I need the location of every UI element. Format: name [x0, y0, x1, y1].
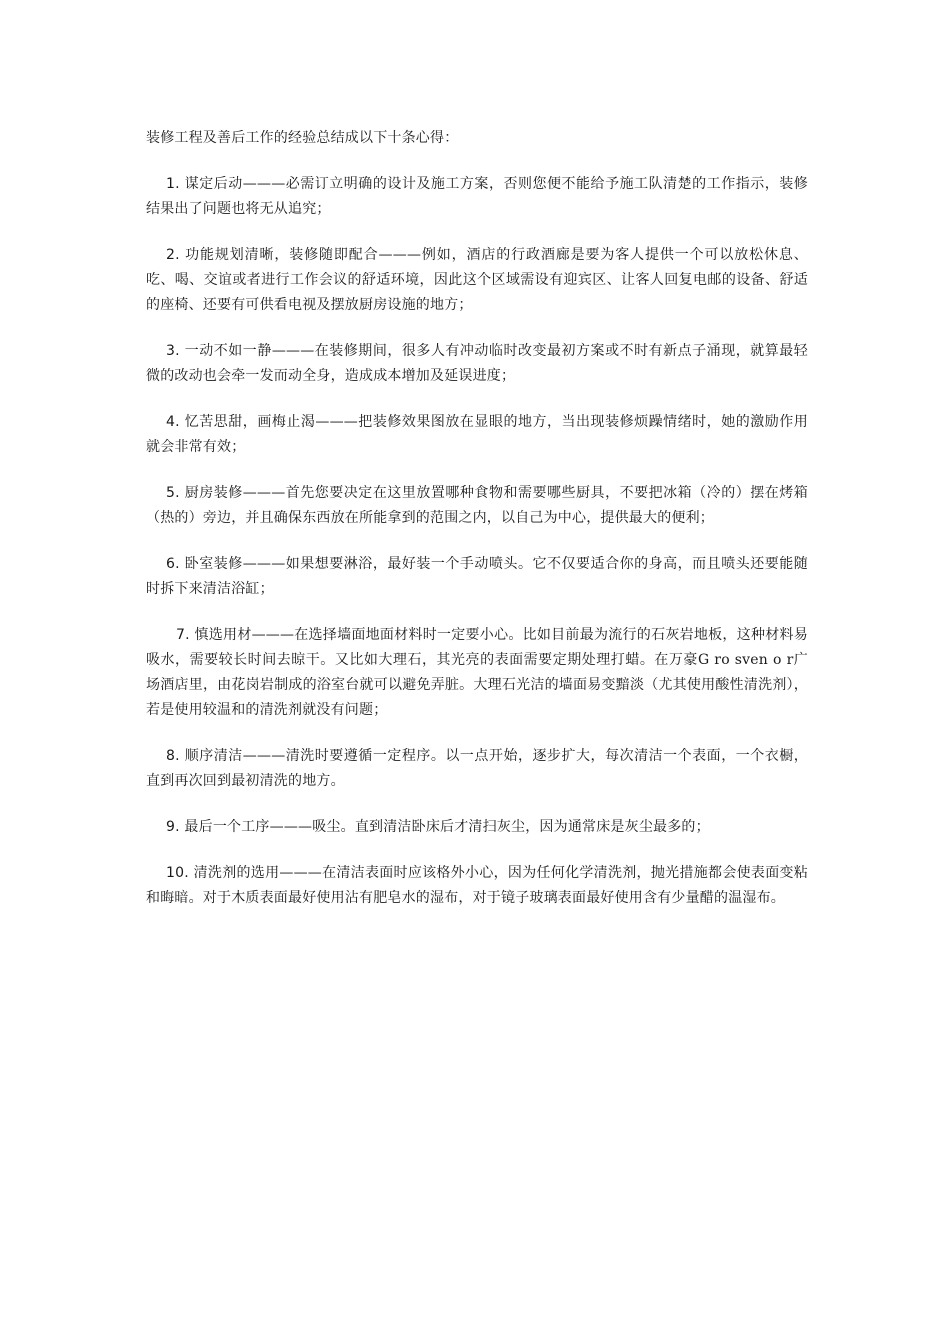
list-item — [146, 744, 808, 794]
item-number: 1. — [166, 176, 180, 192]
item-text: 一动不如一静———在装修期间，很多人有冲动临时改变最初方案或不时有新点子涌现，就算最轻微的改动也会牵一发而动全身，造成成本增加及延误进度； — [146, 343, 808, 384]
item-number: 4. — [166, 414, 180, 430]
list-item — [146, 552, 808, 602]
item-text: 忆苦思甜，画梅止渴———把装修效果图放在显眼的地方，当出现装修烦躁情绪时，她的激励作用就会非常有效； — [146, 414, 808, 455]
item-number: 5. — [166, 485, 180, 501]
list-item — [146, 410, 808, 460]
item-text: 卧室装修———如果想要淋浴，最好装一个手动喷头。它不仅要适合你的身高，而且喷头还要能随时拆下来清洁浴缸； — [146, 556, 808, 597]
item-text: 清洗剂的选用———在清洁表面时应该格外小心，因为任何化学清洗剂，抛光措施都会使表面变粘和晦暗。对于木质表面最好使用沾有肥皂水的湿布，对于镜子玻璃表面最好使用含有少量醋的温湿布。 — [146, 865, 808, 906]
document-body — [146, 126, 808, 932]
list-item — [146, 172, 808, 222]
item-text: 功能规划清晰，装修随即配合———例如，酒店的行政酒廊是要为客人提供一个可以放松休息、吃、喝、交谊或者进行工作会议的舒适环境，因此这个区域需设有迎宾区、让客人回复电邮的设备、舒适的座椅、还要有可供看电视及摆放厨房设施的地方； — [146, 247, 808, 313]
item-text: 最后一个工序———吸尘。直到清洁卧床后才清扫灰尘，因为通常床是灰尘最多的； — [184, 819, 710, 835]
item-number: 8. — [166, 748, 180, 764]
list-item — [146, 861, 808, 911]
item-number: 9. — [166, 819, 180, 835]
list-item — [146, 339, 808, 389]
list-item — [146, 623, 808, 723]
item-text: 顺序清洁———清洗时要遵循一定程序。以一点开始，逐步扩大，每次清洁一个表面，一个衣橱，直到再次回到最初清洗的地方。 — [146, 748, 808, 789]
item-text: 谋定后动———必需订立明确的设计及施工方案，否则您便不能给予施工队清楚的工作指示，装修结果出了问题也将无从追究； — [146, 176, 808, 217]
intro-paragraph: 装修工程及善后工作的经验总结成以下十条心得： — [146, 130, 459, 146]
list-item — [146, 815, 808, 840]
list-item — [146, 243, 808, 318]
item-number: 3. — [166, 343, 180, 359]
item-number: 10. — [166, 865, 189, 881]
item-text: 厨房装修———首先您要决定在这里放置哪种食物和需要哪些厨具，不要把冰箱（冷的）摆在烤箱（热的）旁边，并且确保东西放在所能拿到的范围之内，以自己为中心，提供最大的便利； — [146, 485, 808, 526]
item-number: 2. — [166, 247, 180, 263]
item-number: 6. — [166, 556, 180, 572]
item-text: 慎选用材———在选择墙面地面材料时一定要小心。比如目前最为流行的石灰岩地板，这种材料易吸水，需要较长时间去晾干。又比如大理石，其光亮的表面需要定期处理打蜡。在万豪G ro sven o r广场酒店里，由花岗岩制成的浴室台就可以避免弄脏。大理石光洁的墙面易变黯淡（尤其使用酸性清洗剂），若是使用较温和的清洗剂就没有问题； — [146, 627, 808, 718]
list-item — [146, 481, 808, 531]
item-number: 7. — [176, 627, 190, 643]
